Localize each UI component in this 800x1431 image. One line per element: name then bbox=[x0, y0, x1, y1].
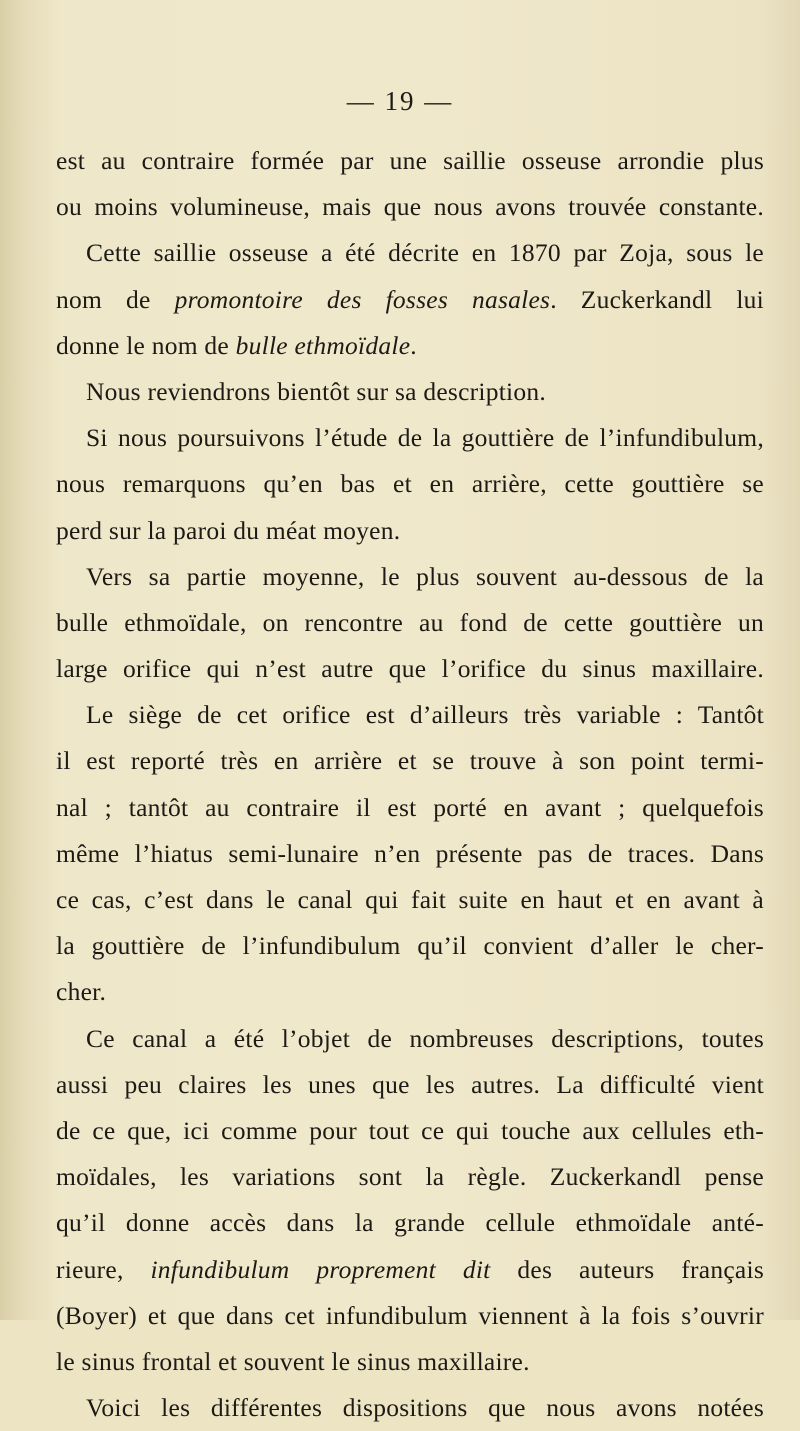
text-line bbox=[56, 1154, 764, 1200]
text-span: large orifice qui n’est autre que l’orifice du sinus maxillaire. bbox=[56, 654, 764, 684]
text-span: des auteurs français bbox=[490, 1254, 764, 1284]
text-span: Le siège de cet orifice est d’ailleurs très variable : Tantôt bbox=[86, 700, 764, 730]
text-span: aussi peu claires les unes que les autres. La difficulté vient bbox=[56, 1069, 764, 1099]
text-span: qu’il donne accès dans la grande cellule ethmoïdale anté- bbox=[56, 1208, 764, 1238]
text-span: moïdales, les variations sont la règle. Zuckerkandl pense bbox=[56, 1162, 764, 1192]
text-line bbox=[56, 785, 764, 831]
page-number: — 19 — bbox=[346, 86, 454, 116]
text-span: Voici les différentes dispositions que nous avons notées bbox=[86, 1393, 764, 1423]
text-line bbox=[56, 508, 764, 554]
text-span: Vers sa partie moyenne, le plus souvent au-dessous de la bbox=[86, 561, 764, 591]
text-span: donne le nom de bbox=[56, 330, 236, 360]
text-line bbox=[56, 277, 764, 323]
text-span: même l’hiatus semi-lunaire n’en présente pas de traces. Dans bbox=[56, 838, 764, 868]
text-line bbox=[56, 600, 764, 646]
text-line bbox=[56, 1247, 764, 1293]
text-span: Si nous poursuivons l’étude de la gouttière de l’infundibulum, bbox=[86, 423, 764, 453]
text-line bbox=[56, 738, 764, 784]
text-span: il est reporté très en arrière et se trouve à son point termi- bbox=[56, 746, 764, 776]
text-span: Cette saillie osseuse a été décrite en 1870 par Zoja, sous le bbox=[86, 238, 764, 268]
text-span: est au contraire formée par une saillie osseuse arrondie plus bbox=[56, 146, 764, 175]
text-line bbox=[56, 1293, 764, 1339]
text-span: nous remarquons qu’en bas et en arrière, cette gouttière se bbox=[56, 469, 764, 499]
text-line bbox=[56, 692, 764, 738]
text-span: perd sur la paroi du méat moyen. bbox=[56, 515, 401, 545]
text-line bbox=[56, 415, 764, 461]
text-span: bulle ethmoïdale, on rencontre au fond de cette gouttière un bbox=[56, 607, 764, 637]
text-span: de ce que, ici comme pour tout ce qui touche aux cellules eth- bbox=[56, 1115, 764, 1145]
text-line bbox=[56, 923, 764, 969]
italic-text: promontoire des fosses nasales bbox=[174, 284, 551, 314]
text-span: cher. bbox=[56, 977, 107, 1007]
text-span: nom de bbox=[56, 284, 175, 314]
text-span: rieure, bbox=[56, 1254, 151, 1284]
text-span: le sinus frontal et souvent le sinus maxillaire. bbox=[56, 1346, 530, 1376]
text-line bbox=[56, 969, 764, 1015]
text-span: ce cas, c’est dans le canal qui fait suite en haut et en avant à bbox=[56, 885, 764, 914]
text-line bbox=[56, 1200, 764, 1246]
text-line bbox=[56, 1385, 764, 1431]
body-text bbox=[56, 138, 764, 1431]
text-line bbox=[56, 1339, 764, 1385]
text-line bbox=[56, 184, 764, 230]
text-span: Ce canal a été l’objet de nombreuses descriptions, toutes bbox=[86, 1023, 764, 1053]
text-span: (Boyer) et que dans cet infundibulum viennent à la fois s’ouvrir bbox=[56, 1300, 764, 1330]
text-line bbox=[56, 323, 764, 369]
text-line bbox=[56, 646, 764, 692]
italic-text: infundibulum proprement dit bbox=[150, 1254, 491, 1284]
text-line bbox=[56, 461, 764, 507]
text-span: Nous reviendrons bientôt sur sa description. bbox=[86, 376, 547, 406]
text-span: . bbox=[410, 330, 417, 360]
text-line bbox=[56, 1108, 764, 1154]
text-line bbox=[56, 1016, 764, 1062]
text-line bbox=[56, 369, 764, 415]
text-line bbox=[56, 831, 764, 877]
text-line bbox=[56, 230, 764, 276]
text-line bbox=[56, 138, 764, 184]
italic-text: bulle ethmoïdale bbox=[235, 330, 411, 360]
text-span: nal ; tantôt au contraire il est porté en avant ; quelquefois bbox=[56, 792, 764, 822]
text-span: la gouttière de l’infundibulum qu’il convient d’aller le cher- bbox=[56, 931, 764, 961]
text-span: ou moins volumineuse, mais que nous avons trouvée constante. bbox=[56, 192, 764, 222]
text-line bbox=[56, 554, 764, 600]
text-span: . Zuckerkandl lui bbox=[550, 284, 765, 314]
text-line bbox=[56, 1062, 764, 1108]
text-line bbox=[56, 877, 764, 923]
